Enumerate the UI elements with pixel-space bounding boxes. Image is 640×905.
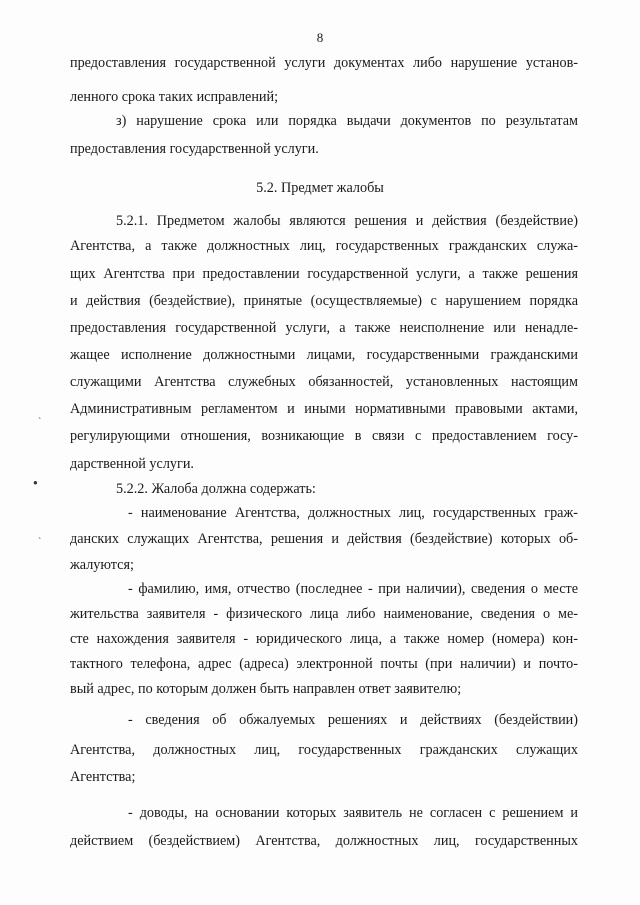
text-line: предоставления государственной услуги документах либо нарушение установ- (70, 55, 578, 71)
text-line: действием (бездействием) Агентства, должностных лиц, государственных (70, 833, 578, 849)
text-line: Агентства, а также должностных лиц, государственных гражданских служа- (70, 238, 578, 254)
text-line: жительства заявителя - физического лица либо наименование, сведения о ме- (70, 606, 578, 622)
text-line: - наименование Агентства, должностных лиц, государственных граж- (128, 505, 578, 521)
scan-dot-mark: ● (33, 478, 38, 487)
scan-dot-mark: ˋ (38, 537, 42, 548)
text-line: служащими Агентства служебных обязанностей, установленных настоящим (70, 374, 578, 390)
scan-dot-mark: ˋ (38, 417, 42, 428)
text-line: предоставления государственной услуги, а также неисполнение или ненадле- (70, 320, 578, 336)
text-line: Административным регламентом и иными нормативными правовыми актами, (70, 401, 578, 417)
text-line: - фамилию, имя, отчество (последнее - при наличии), сведения о месте (128, 581, 578, 597)
text-line: - доводы, на основании которых заявитель не согласен с решением и (128, 805, 578, 821)
text-line: 5.2.1. Предметом жалобы являются решения и действия (бездействие) (116, 213, 578, 229)
text-line: з) нарушение срока или порядка выдачи документов по результатам (116, 113, 578, 129)
text-line: регулирующими отношения, возникающие в связи с предоставлением госу- (70, 428, 578, 444)
text-line: предоставления государственной услуги. (70, 141, 319, 157)
text-line: жащее исполнение должностными лицами, государственными гражданскими (70, 347, 578, 363)
text-line: данских служащих Агентства, решения и действия (бездействие) которых об- (70, 531, 578, 547)
text-line: вый адрес, по которым должен быть направлен ответ заявителю; (70, 681, 462, 697)
text-line: 5.2.2. Жалоба должна содержать: (116, 481, 316, 497)
text-line: ленного срока таких исправлений; (70, 89, 279, 105)
text-line: и действия (бездействие), принятые (осуществляемые) с нарушением порядка (70, 293, 578, 309)
text-line: жалуются; (70, 557, 134, 573)
section-heading: 5.2. Предмет жалобы (256, 180, 384, 196)
text-line: Агентства; (70, 769, 136, 785)
text-line: щих Агентства при предоставлении государственной услуги, а также решения (70, 266, 578, 282)
text-line: Агентства, должностных лиц, государственных гражданских служащих (70, 742, 578, 758)
text-line: - сведения об обжалуемых решениях и действиях (бездействии) (128, 712, 578, 728)
text-line: сте нахождения заявителя - юридического лица, а также номер (номера) кон- (70, 631, 578, 647)
text-line: дарственной услуги. (70, 456, 194, 472)
text-line: тактного телефона, адрес (адреса) электронной почты (при наличии) и почто- (70, 656, 578, 672)
page-number: 8 (316, 30, 324, 45)
